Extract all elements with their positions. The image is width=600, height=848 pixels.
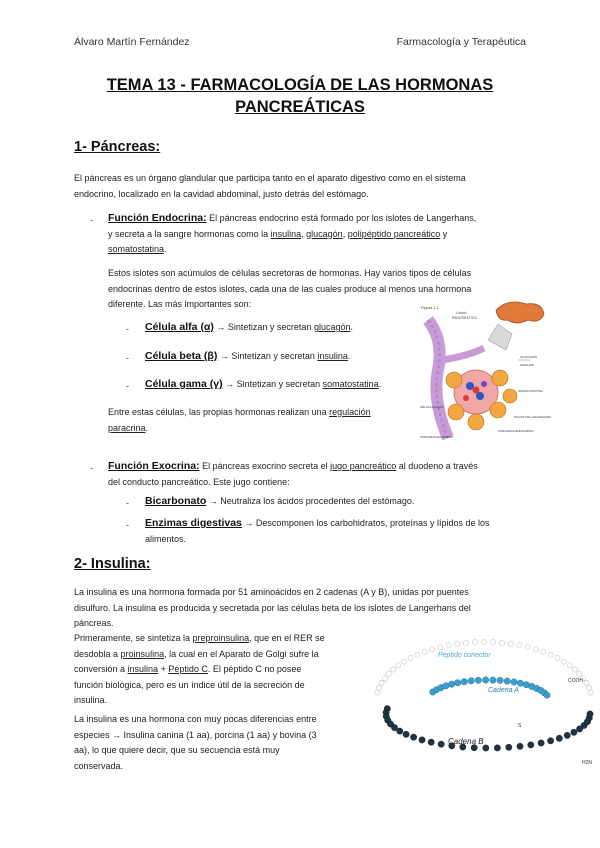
fig-label-exocrine: PÁNCREAS EXOCRINO (420, 435, 454, 439)
cell-beta-term: Célula beta (β) (145, 350, 218, 362)
amino-acid-bead (455, 680, 461, 686)
fig-label-somatostatin: SOMATOSTATINA (518, 389, 543, 393)
amino-acid-bead (375, 690, 380, 695)
amino-acid-bead (422, 649, 427, 654)
acinar-cell-icon (468, 414, 484, 430)
link-somatostatina: somatostatina (108, 244, 165, 254)
insulin-paragraph-2 (74, 631, 364, 709)
endocrine-paragraph: Función Endocrina: El páncreas endocrino está formado por los islotes de Langerhans, y secreta a la sangre hormonas como la insulina, glucagón, polipéptido pancreático y somatostatina. (108, 212, 477, 254)
header-subject: Farmacología y Terapéutica (396, 36, 526, 48)
p2-text-1: Primeramente, se sintetiza la (74, 633, 193, 643)
amino-acid-bead (379, 680, 384, 685)
intro-line-1: El páncreas es un órgano glandular que participa tanto en el aparato digestivo como en el sistema (74, 173, 466, 183)
period: . (347, 351, 351, 361)
amino-acid-bead (517, 680, 523, 686)
amino-acid-bead (511, 679, 517, 685)
amino-acid-bead (547, 738, 553, 744)
label-cadena-b: Cadena B (448, 737, 484, 746)
amino-acid-bead (461, 679, 467, 685)
label-s: S (518, 723, 522, 729)
amino-acid-bead (555, 655, 560, 660)
amino-acid-bead (504, 678, 510, 684)
amino-acid-bead (586, 685, 591, 690)
bullet-dash: - (126, 353, 129, 363)
p3-text-3: aa), lo que quiere decir, que su secuencia está muy (74, 745, 280, 755)
pancreas-organ-icon (496, 302, 544, 323)
cell-beta (145, 349, 350, 365)
enzimas-text-cont: alimentos. (145, 533, 187, 544)
amino-acid-bead (567, 663, 572, 668)
link-regulacion: regulación (329, 407, 371, 417)
insulin-p1-line-3: páncreas. (74, 618, 114, 628)
amino-acid-bead (490, 640, 495, 645)
amino-acid-bead (415, 652, 420, 657)
acinar-cell-icon (492, 370, 508, 386)
label-cooh: COOH (568, 678, 583, 684)
amino-acid-bead (448, 681, 454, 687)
insulin-p1-line-1: La insulina es una hormona formada por 51 aminoácidos en 2 cadenas (A y B), unidas por puentes (74, 587, 469, 597)
amino-acid-bead (588, 690, 593, 695)
p3-text-4: conservada. (74, 760, 124, 771)
p3-text-1: La insulina es una hormona con muy pocas diferencias entre (74, 714, 317, 724)
section-1-heading: 1- Páncreas: (74, 139, 161, 155)
cell-gamma-term: Célula gama (γ) (145, 378, 223, 390)
cell-gamma-text: → Sintetizan y secretan (222, 379, 323, 389)
amino-acid-bead (396, 663, 401, 668)
pancreas-islet-figure (418, 300, 552, 442)
cell-alpha-term: Célula alfa (α) (145, 321, 214, 333)
exocrine-paragraph (108, 459, 538, 490)
amino-acid-bead (499, 640, 504, 645)
endocrine-text-2: y secreta a la sangre hormonas como la (108, 228, 271, 239)
amino-acid-bead (587, 711, 593, 717)
amino-acid-bead (572, 667, 577, 672)
enzimas-term: Enzimas digestivas (145, 517, 242, 529)
section-1-intro (74, 171, 534, 202)
amino-acid-bead (475, 677, 481, 683)
amino-acid-bead (391, 667, 396, 672)
bullet-dash: - (90, 463, 93, 473)
link-glucagon: glucagón (306, 228, 343, 239)
fig-label-acinar: CÉLULA ACINAR (420, 405, 444, 409)
link-insulina: insulina (270, 228, 302, 239)
exocrine-text-1b: al duodeno a través (396, 461, 478, 471)
amino-acid-bead (408, 655, 413, 660)
amino-acid-bead (584, 680, 589, 685)
amino-acid-bead (561, 659, 566, 664)
amino-acid-bead (571, 729, 577, 735)
page-title (60, 74, 540, 118)
exocrine-item-enzimas (145, 516, 535, 547)
cell-alpha (145, 320, 353, 336)
amino-acid-bead (490, 677, 496, 683)
link-polipeptido: polipéptido pancreático (347, 228, 441, 239)
islets-line-2: endocrinas dentro de estos islotes, cada una de las cuales produce al menos una hormona (108, 283, 472, 294)
amino-acid-bead (402, 659, 407, 664)
label-cadena-a: Cadena A (488, 687, 519, 694)
amino-acid-bead (410, 734, 416, 740)
bullet-dash: - (126, 324, 129, 334)
acinar-cell-icon (448, 404, 464, 420)
bicarbonato-text: → Neutraliza los ácidos procedentes del estómago. (206, 496, 415, 506)
fig-label-glucagon: GLUCAGÓN (520, 355, 538, 359)
intro-line-2: endocrino, localizado en la cavidad abdominal, justo detrás del estómago. (74, 188, 369, 199)
exocrine-term: Función Exocrina: (108, 460, 200, 472)
p2-text-4: función biológica, pero es un índice útil de la secreción de (74, 679, 305, 690)
period: . (350, 322, 353, 332)
period: . (145, 422, 149, 433)
bullet-dash: - (126, 498, 129, 508)
bullet-dash: - (126, 381, 129, 391)
title-line-2: PANCREÁTICAS (235, 98, 365, 116)
cell-gamma (145, 377, 381, 393)
p2-text-3b: . El péptido C no posee (207, 664, 302, 674)
cell-beta-text: → Sintetizan y secretan (217, 351, 318, 361)
alpha-cell-icon (463, 395, 469, 401)
amino-acid-bead (533, 647, 538, 652)
acinar-cell-icon (490, 402, 506, 418)
insulin-paragraph-3 (74, 712, 364, 774)
amino-acid-bead (403, 731, 409, 737)
amino-acid-bead (517, 643, 522, 648)
amino-acid-bead (472, 640, 477, 645)
amino-acid-bead (497, 677, 503, 683)
p2-text-3: conversión a (74, 664, 128, 674)
amino-acid-bead (494, 745, 500, 751)
link-insulina-2: insulina (127, 664, 159, 674)
amino-acid-bead (525, 645, 530, 650)
amino-acid-bead (468, 678, 474, 684)
exocrine-item-bicarbonato (145, 494, 414, 510)
link-proinsulina: proinsulina (120, 648, 165, 659)
exocrine-text-2: del conducto pancreático. Este jugo contiene: (108, 476, 290, 487)
fig-label-lobulo: Lóbulo (456, 311, 467, 315)
link-preproinsulina: preproinsulina (192, 633, 250, 643)
period: . (378, 379, 382, 389)
islets-line-1: Estos islotes son acúmulos de células secretoras de hormonas. Hay varios tipos de células (108, 268, 472, 278)
plus-text: + (158, 664, 169, 674)
amino-acid-bead (482, 677, 488, 683)
bicarbonato-term: Bicarbonato (145, 495, 207, 507)
amino-acid-bead (548, 652, 553, 657)
exocrine-text-1: El páncreas exocrino secreta el (199, 461, 331, 471)
cell-alpha-text: → Sintetizan y secretan (213, 322, 314, 332)
amino-acid-bead (541, 649, 546, 654)
paracrine-text: Entre estas células, las propias hormonas realizan una (108, 407, 330, 417)
p2-text-5: insulina. (74, 695, 108, 705)
endocrine-text-1: El páncreas endocrino está formado por los islotes de Langerhans, (206, 213, 477, 223)
amino-acid-bead (508, 641, 513, 646)
amino-acid-bead (397, 728, 403, 734)
link-paracrina: paracrina (108, 422, 146, 433)
title-line-1: TEMA 13 - FARMACOLOGÍA DE LAS HORMONAS (106, 76, 494, 94)
p2-text-1b: , que en el RER se (249, 633, 325, 643)
link-peptido-c: Péptido C (168, 664, 208, 674)
cell-beta-hormone: insulina (317, 351, 348, 361)
amino-acid-bead (464, 640, 469, 645)
cell-alpha-hormone: glucagón (313, 322, 351, 332)
label-peptido-conector: Péptido conector (438, 652, 491, 659)
proinsulin-structure-figure (368, 632, 600, 772)
amino-acid-bead (564, 732, 570, 738)
amino-acid-bead (455, 641, 460, 646)
amino-acid-bead (577, 671, 582, 676)
p2-text-2: desdobla a (74, 648, 121, 659)
amino-acid-bead (386, 671, 391, 676)
acinar-cell-icon (503, 389, 517, 403)
amino-acid-bead (556, 735, 562, 741)
amino-acid-bead (517, 743, 523, 749)
amino-acid-bead (377, 685, 382, 690)
p3-text-2: especies → Insulina canina (1 aa), porcina (1 aa) y bovina (3 (74, 729, 317, 740)
and-text: y (440, 228, 448, 239)
bullet-dash: - (126, 520, 129, 530)
amino-acid-bead (506, 744, 512, 750)
endocrine-term: Función Endocrina: (108, 212, 207, 224)
amino-acid-bead (443, 683, 449, 689)
fig-label-insulina: INSULINA (520, 363, 534, 367)
fig-label-islets: ISLOTE DE LANGERHANS (514, 415, 552, 419)
fig-label-figura: Figura 1.1 (421, 305, 440, 310)
amino-acid-bead (419, 737, 425, 743)
chain-b (383, 706, 593, 752)
fig-label-endocrine: PÁNCREAS ENDOCRINO (498, 429, 534, 433)
amino-acid-bead (544, 692, 550, 698)
enzimas-text: → Descomponen los carbohidratos, proteínas y lípidos de los (241, 518, 490, 528)
header-author: Álvaro Martín Fernández (74, 36, 190, 48)
amino-acid-bead (438, 645, 443, 650)
label-h2n: H2N (582, 760, 593, 766)
amino-acid-bead (430, 647, 435, 652)
section-2-heading: 2- Insulina: (74, 556, 151, 572)
amino-acid-bead (382, 676, 387, 681)
fig-label-pancreatic: PANCREÁTICO (452, 316, 478, 320)
delta-cell-icon (481, 381, 487, 387)
amino-acid-bead (528, 742, 534, 748)
amino-acid-bead (428, 739, 434, 745)
insulin-paragraph-1 (74, 585, 534, 632)
alpha-cell-icon (473, 387, 480, 394)
paracrine-paragraph (108, 405, 408, 436)
amino-acid-bead (446, 643, 451, 648)
amino-acid-bead (538, 740, 544, 746)
islets-line-3: diferente. Las más importantes son: (108, 299, 252, 309)
acinar-cell-icon (446, 372, 462, 388)
cell-gamma-hormone: somatostatina (322, 379, 379, 389)
link-jugo-pancreatico: jugo pancreático (330, 461, 397, 471)
amino-acid-bead (481, 639, 486, 644)
p2-text-2b: , la cual en el Aparato de Golgi sufre la (164, 648, 319, 659)
amino-acid-bead (438, 741, 444, 747)
bullet-dash: - (90, 215, 93, 225)
connecting-peptide-chain (375, 639, 594, 695)
insulin-p1-line-2: disulfuro. La insulina es producida y secretada por las células beta de los islotes de Langerhans del (74, 602, 471, 613)
